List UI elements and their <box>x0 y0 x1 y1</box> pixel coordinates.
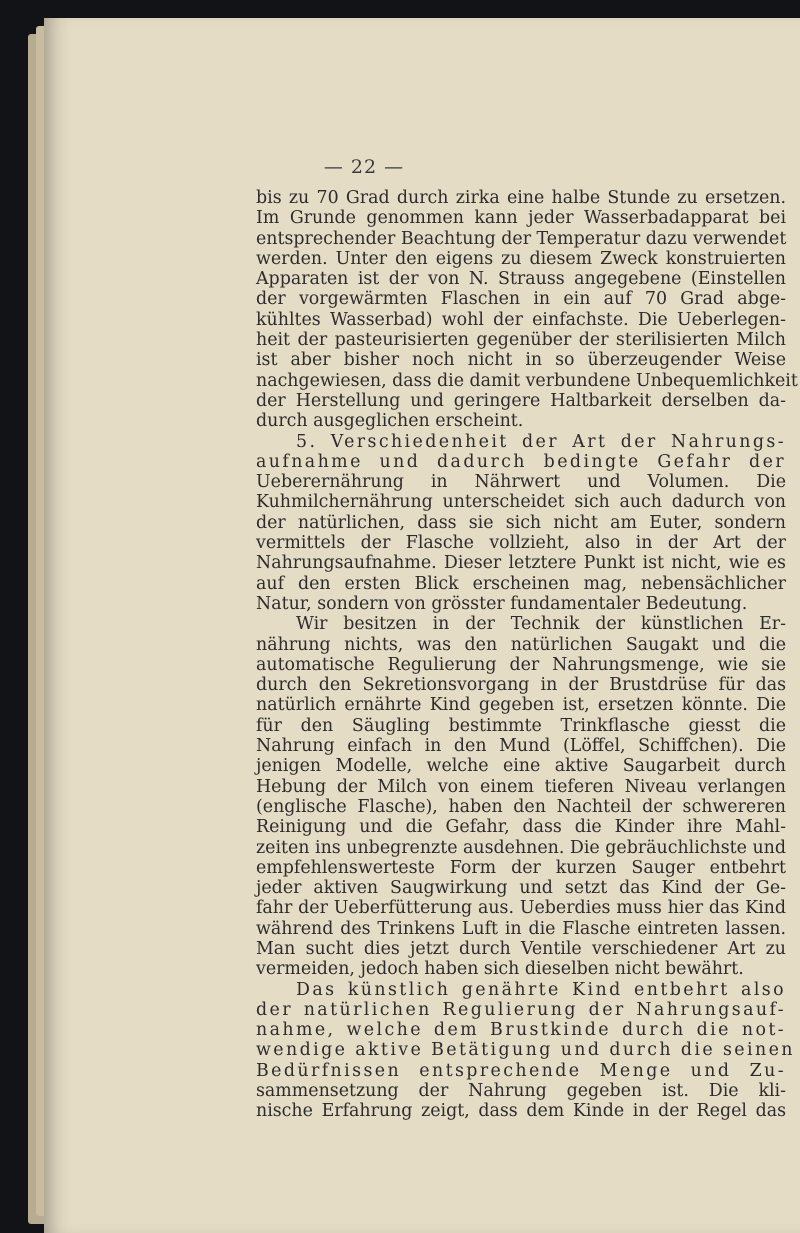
text-line: empfehlenswerteste Form der kurzen Sauger entbehrt <box>256 857 786 878</box>
text-line: (englische Flasche), haben den Nachteil der schwereren <box>256 796 786 817</box>
text-line: zeiten ins unbegrenzte ausdehnen. Die gebräuchlichste und <box>256 837 786 858</box>
text-line: vermittels der Flasche vollzieht, also in der Art der <box>256 533 786 554</box>
text-line: Wir besitzen in der Technik der künstlichen Er- <box>296 614 786 635</box>
text-line: jenigen Modelle, welche eine aktive Saugarbeit durch <box>256 756 786 777</box>
text-line: durch den Sekretionsvorgang in der Brustdrüse für das <box>256 675 786 696</box>
text-line: der natürlichen, dass sie sich nicht am Euter, sondern <box>256 512 786 533</box>
text-line: nachgewiesen, dass die damit verbundene Unbequemlichkeit <box>256 370 798 391</box>
text-line: Hebung der Milch von einem tieferen Niveau verlangen <box>256 776 786 797</box>
text-line: heit der pasteurisierten gegenüber der sterilisierten Milch <box>256 330 786 351</box>
text-line: Ueberernährung in Nährwert und Volumen. Die <box>256 472 786 493</box>
text-line: kühltes Wasserbad) wohl der einfachste. Die Ueberlegen- <box>256 309 786 330</box>
text-line: natürlich ernährte Kind gegeben ist, ersetzen könnte. Die <box>256 695 786 716</box>
text-line: Reinigung und die Gefahr, dass die Kinder ihre Mahl- <box>256 817 786 838</box>
text-line: Apparaten ist der von N. Strauss angegebene (Einstellen <box>256 269 786 290</box>
book-page <box>44 18 800 1233</box>
text-line: 5. Verschiedenheit der Art der Nahrungs- <box>296 431 786 452</box>
text-line: Man sucht dies jetzt durch Ventile verschiedener Art zu <box>256 938 786 959</box>
text-line: nährung nichts, was den natürlichen Saugakt und die <box>256 634 786 655</box>
text-line: jeder aktiven Saugwirkung und setzt das Kind der Ge- <box>256 878 786 899</box>
text-line: Im Grunde genommen kann jeder Wasserbadapparat bei <box>256 208 786 229</box>
text-line: Nahrung einfach in den Mund (Löffel, Schiffchen). Die <box>256 736 786 757</box>
text-line: nische Erfahrung zeigt, dass dem Kinde in der Regel das <box>256 1101 786 1122</box>
text-line: nahme, welche dem Brustkinde durch die not- <box>256 1020 786 1041</box>
text-line: bis zu 70 Grad durch zirka eine halbe Stunde zu ersetzen. <box>256 188 786 208</box>
text-line: Bedürfnissen entsprechende Menge und Zu- <box>256 1060 786 1081</box>
text-line: vermeiden, jedoch haben sich dieselben nicht bewährt. <box>256 959 744 980</box>
page-number: — 22 — <box>323 156 405 178</box>
text-line: automatische Regulierung der Nahrungsmenge, wie sie <box>256 654 786 675</box>
text-line: durch ausgeglichen erscheint. <box>256 411 524 432</box>
text-line: ist aber bisher noch nicht in so überzeugender Weise <box>256 350 786 371</box>
body-text <box>256 188 798 1122</box>
text-line: entsprechender Beachtung der Temperatur dazu verwendet <box>256 228 787 249</box>
text-line: der natürlichen Regulierung der Nahrungsauf- <box>256 999 786 1020</box>
text-line: aufnahme und dadurch bedingte Gefahr der <box>256 451 786 472</box>
text-line: wendige aktive Betätigung und durch die seinen <box>256 1040 795 1061</box>
text-line: sammensetzung der Nahrung gegeben ist. Die kli- <box>256 1081 786 1102</box>
text-line: für den Säugling bestimmte Trinkflasche giesst die <box>256 715 786 736</box>
text-line: Natur, sondern von grösster fundamentaler Bedeutung. <box>256 593 748 614</box>
text-line: auf den ersten Blick erscheinen mag, nebensächlicher <box>256 573 786 594</box>
text-line: fahr der Ueberfütterung aus. Ueberdies muss hier das Kind <box>256 898 786 919</box>
text-line: der Herstellung und geringere Haltbarkeit derselben da- <box>256 390 786 411</box>
text-line: der vorgewärmten Flaschen in ein auf 70 Grad abge- <box>256 289 786 310</box>
text-line: während des Trinkens Luft in die Flasche eintreten lassen. <box>256 918 786 939</box>
text-line: Kuhmilchernährung unterscheidet sich auch dadurch von <box>256 492 786 513</box>
text-line: werden. Unter den eigens zu diesem Zweck konstruierten <box>256 248 786 269</box>
text-line: Das künstlich genährte Kind entbehrt also <box>296 979 786 1000</box>
text-line: Nahrungsaufnahme. Dieser letztere Punkt ist nicht, wie es <box>256 553 786 574</box>
